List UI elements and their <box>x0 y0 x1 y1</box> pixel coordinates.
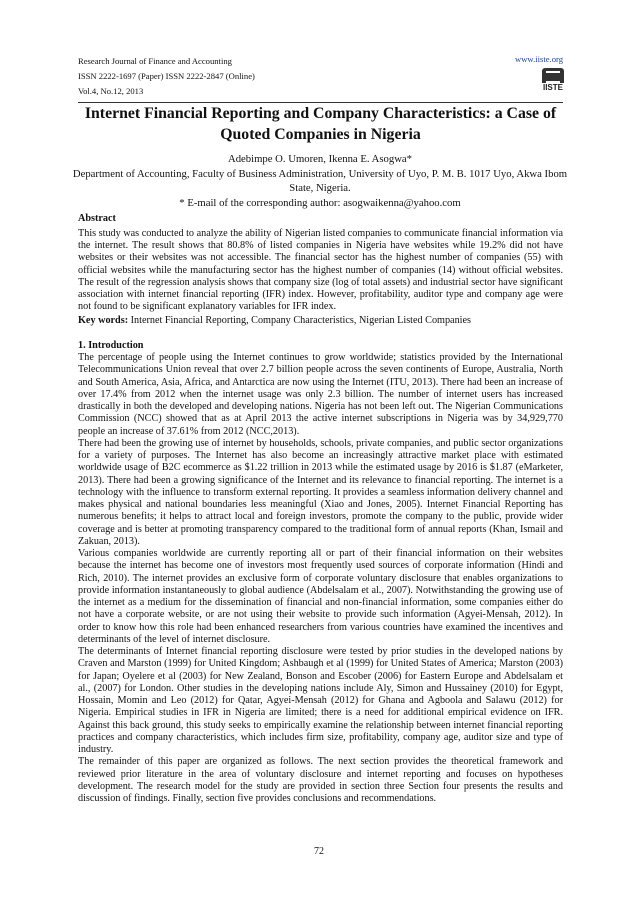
iiste-logo <box>542 68 564 94</box>
section-heading-introduction: 1. Introduction <box>78 340 144 351</box>
intro-paragraph-2: There had been the growing use of internet by households, schools, private companies, and public sector organizations for a variety of purposes. The Internet has also become an increasingly attractive market place with estimated worldwide usage of B2C ecommerce as $1.22 trillion in 2013 while the estimated usage by 2016 is $1.87 (eMarketer, 2013). There had been a growing significance of the Internet and its relevance to financial reporting. The internet is a technology with the influence to transform external reporting. It provides a seamless information delivery channel and makes physical and national boundaries less meaningful (Xiao and Jones, 2005). Internet Financial Reporting has numerous benefits; it helps to attract local and foreign investors, promote the company to the public, provide wider coverage and is better at promoting transparency compared to the traditional form of annual reports (Khan, Ismail and Zakuan, 2013). <box>78 437 563 547</box>
page-number: 72 <box>314 846 324 857</box>
journal-volume: Vol.4, No.12, 2013 <box>78 86 144 96</box>
introduction-body <box>78 352 563 805</box>
author-email: * E-mail of the corresponding author: asogwaikenna@yahoo.com <box>179 196 461 209</box>
paper-title: Internet Financial Reporting and Company Characteristics: a Case of Quoted Companies in Nigeria <box>84 105 557 143</box>
keywords-list: Internet Financial Reporting, Company Characteristics, Nigerian Listed Companies <box>130 315 471 326</box>
journal-website-link[interactable]: www.iiste.org <box>515 54 563 64</box>
author-block <box>70 152 570 210</box>
intro-paragraph-1: The percentage of people using the Internet continues to grow worldwide; statistics provided by the International Telecommunications Union reveal that over 2.7 billion people across the seven continents of Europe, Australia, North and South America, Asia, Africa, and Antarctica are now using the Internet (ITU, 2013). There had been an increase of over 17.4% from 2012 when the internet usage was only 2.3 billion. The number of internet users has increased drastically in both the developed and developing nations. Nigeria has not been left out. The Nigerian Communications Commission (NCC) showed that as at April 2013 the active internet subscriptions in Nigeria was by 34,929,770 people an increase of 37.61% from 2012 (NCC,2013). <box>78 352 563 437</box>
abstract-heading: Abstract <box>78 213 116 224</box>
author-names: Adebimpe O. Umoren, Ikenna E. Asogwa* <box>227 153 413 165</box>
abstract-text: This study was conducted to analyze the ability of Nigerian listed companies to communicate financial information via the internet. The result shows that 80.8% of listed companies in Nigeria have websites while 19.2% did not have websites or their websites was not accessible. The financial sector has the highest number of companies (55) with official websites while the manufacturing sector has the highest number of companies (14) without official websites. The result of the regression analysis shows that company size (log of total assets) and industrial sector have significant association with internet financial reporting (IFR) index. However, profitability, auditor type and company age were not found to be significant explanatory variables for IFR index. <box>78 228 563 313</box>
intro-paragraph-5: The remainder of this paper are organized as follows. The next section provides the theoretical framework and reviewed prior literature in the area of voluntary disclosure and internet reporting and focuses on hypotheses development. The research model for the study are provided in section three Section four presents the results and discussion of findings. Finally, section five provides conclusions and recommendations. <box>78 756 563 804</box>
keywords-label: Key words: <box>78 315 129 326</box>
author-affiliation: Department of Accounting, Faculty of Business Administration, University of Uyo, P. M. B. 1017 Uyo, Akwa Ibom State, Nigeria. <box>72 167 568 194</box>
logo-text: IISTE <box>542 83 563 92</box>
intro-paragraph-4: The determinants of Internet financial reporting disclosure were tested by prior studies in the developed nations by Craven and Marston (1999) for United Kingdom; Ashbaugh et al (1999) for United States of America; Marston (2003) for Japan; Oyelere et al (2003) for New Zealand, Bonson and Escober (2006) for Eastern Europe and Abdelsalam et al., (2007) for London. Other studies in the developing nations include Aly, Simon and Hussainey (2010) for Egypt, Hossain, Momin and Leo (2012) for Qatar, Agyei-Mensah (2012) for Ghana and Agboola and Salawu (2012) for Nigeria. Empirical studies in IFR in Nigeria are limited; there is a need for additional empirical evidence on IFR. Against this back ground, this study seeks to empirically examine the relationship between internet financial reporting practices and company characteristics, which includes firm size, profitability, company age, auditor size and type of industry. <box>78 646 563 755</box>
intro-paragraph-3: Various companies worldwide are currently reporting all or part of their financial information on their websites because the internet has become one of investors most frequently used sources of corporate information (Hindi and Rich, 2010). The internet provides an exclusive form of corporate voluntary disclosure that enables organizations to provide information instantaneously to global audience (Abdelsalam et al., 2007). Notwithstanding the growing use of the internet as a medium for the dissemination of financial and non-financial information, some companies either do not have a corporate website, or are not using their website to provide such information (Agyei-Mensah, 2012). In order to know how this role had been enhanced researchers from various countries have examined the incentives and determinants of the level of internet disclosure. <box>78 548 563 645</box>
logo-mark-icon <box>542 68 564 83</box>
journal-name: Research Journal of Finance and Accounting <box>78 56 232 66</box>
journal-header <box>78 54 255 99</box>
keywords-line <box>78 315 563 327</box>
journal-issn: ISSN 2222-1697 (Paper) ISSN 2222-2847 (Online) <box>78 71 255 81</box>
